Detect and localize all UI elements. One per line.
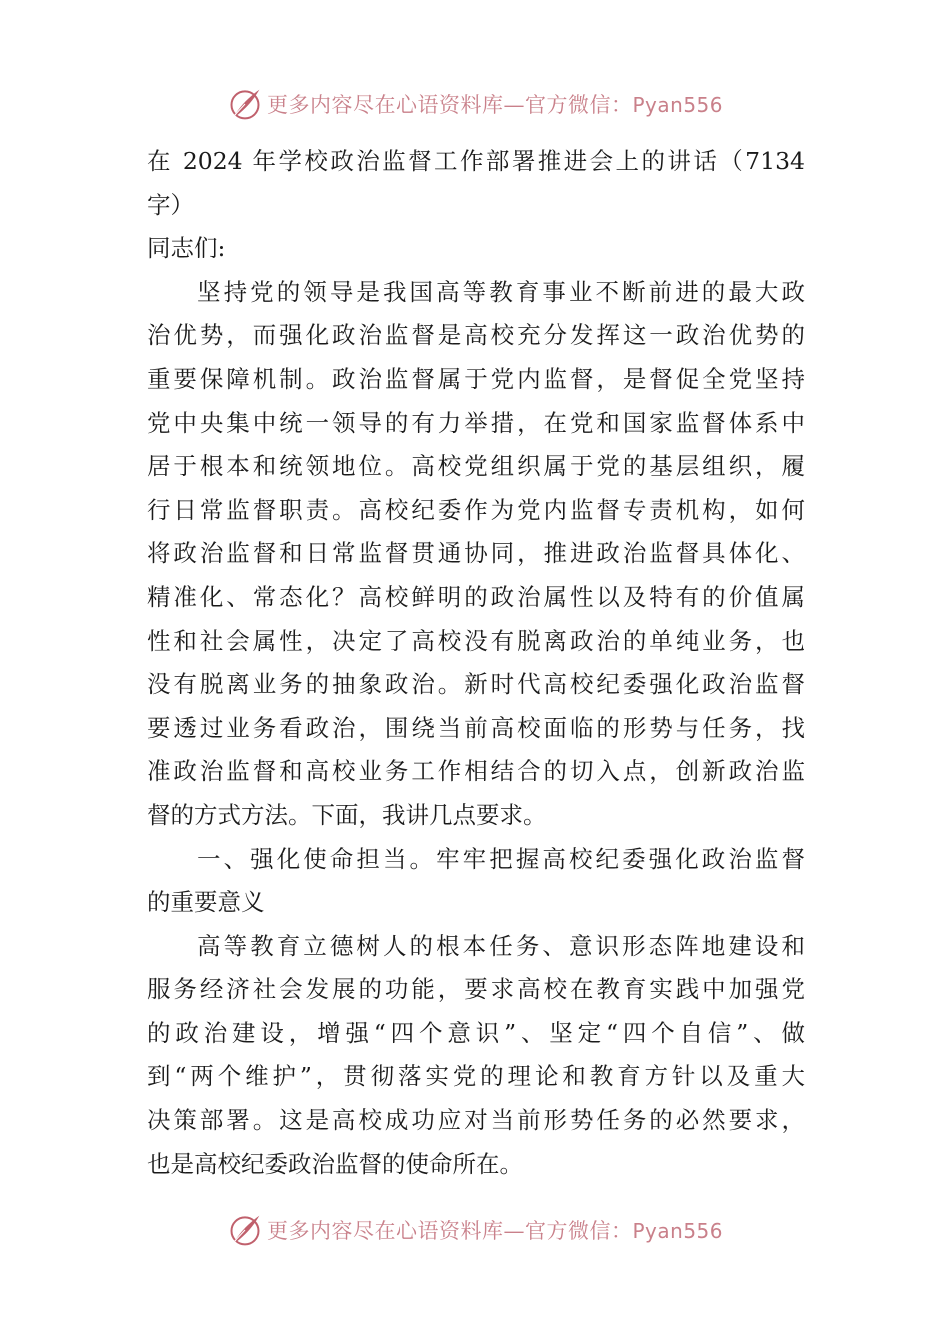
text-line: 没有脱离业务的抽象政治。新时代高校纪委强化政治监督 — [147, 670, 805, 699]
text-line: 在 2024 年学校政治监督工作部署推进会上的讲话（7134 — [147, 147, 805, 175]
text-line: 字） — [147, 190, 194, 219]
header-watermark-banner — [0, 82, 950, 126]
text-line: 性和社会属性，决定了高校没有脱离政治的单纯业务，也 — [147, 626, 805, 655]
banner-wechat-id: Pyan556 — [632, 1219, 723, 1243]
text-line: 的重要意义 — [147, 888, 265, 917]
text-line: 要透过业务看政治，围绕当前高校面临的形势与任务，找 — [147, 713, 805, 742]
text-line: 行日常监督职责。高校纪委作为党内监督专责机构，如何 — [147, 495, 805, 524]
text-line: 治优势，而强化政治监督是高校充分发挥这一政治优势的 — [147, 321, 805, 350]
footer-watermark-banner — [0, 1208, 950, 1252]
text-line: 决策部署。这是高校成功应对当前形势任务的必然要求， — [147, 1106, 805, 1135]
document-body — [147, 140, 805, 1186]
text-line: 坚持党的领导是我国高等教育事业不断前进的最大政 — [197, 277, 805, 306]
text-line: 高等教育立德树人的根本任务、意识形态阵地建设和 — [197, 931, 805, 960]
text-line: 的政治建设，增强“四个意识”、坚定“四个自信”、做 — [147, 1018, 805, 1047]
text-line: 将政治监督和日常监督贯通协同，推进政治监督具体化、 — [147, 539, 805, 568]
banner-label: 更多内容尽在心语资料库—官方微信： — [266, 93, 633, 117]
quill-logo-icon — [227, 86, 263, 122]
text-line: 到“两个维护”，贯彻落实党的理论和教育方针以及重大 — [147, 1062, 805, 1091]
banner-text — [267, 1215, 723, 1245]
banner-label: 更多内容尽在心语资料库—官方微信： — [266, 1219, 633, 1243]
text-line: 重要保障机制。政治监督属于党内监督，是督促全党坚持 — [147, 364, 805, 393]
text-line: 准政治监督和高校业务工作相结合的切入点，创新政治监 — [147, 757, 805, 786]
text-line: 督的方式方法。下面，我讲几点要求。 — [147, 800, 547, 829]
banner-text — [267, 89, 723, 119]
text-line: 一、强化使命担当。牢牢把握高校纪委强化政治监督 — [197, 844, 805, 873]
text-line: 也是高校纪委政治监督的使命所在。 — [147, 1149, 523, 1178]
text-line: 党中央集中统一领导的有力举措，在党和国家监督体系中 — [147, 408, 805, 437]
text-line: 同志们: — [147, 234, 226, 263]
banner-wechat-id: Pyan556 — [632, 93, 723, 117]
text-line: 服务经济社会发展的功能，要求高校在教育实践中加强党 — [147, 975, 805, 1004]
text-line: 精准化、常态化？高校鲜明的政治属性以及特有的价值属 — [147, 582, 805, 611]
text-line: 居于根本和统领地位。高校党组织属于党的基层组织，履 — [147, 452, 805, 481]
quill-logo-icon — [227, 1212, 263, 1248]
